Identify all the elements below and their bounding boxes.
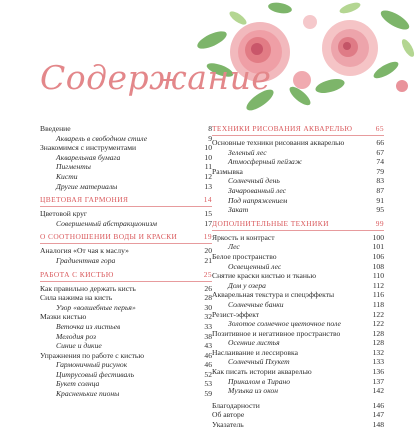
toc-left-column [40, 124, 212, 399]
toc-entry[interactable]: Дом у озера 112 [228, 280, 384, 290]
toc-entry[interactable]: Под напряжением 91 [228, 195, 384, 205]
toc-entry[interactable]: Солнечный Пхукет 133 [228, 357, 384, 367]
toc-entry[interactable]: Белое пространство 106 [212, 251, 384, 261]
toc-entry[interactable]: Сила нажима на кисть 28 [40, 293, 212, 303]
toc-entry[interactable]: Упражнения по работе с кистью 46 [40, 350, 212, 360]
toc-entry[interactable]: Атмосферный пейзаж 74 [228, 157, 384, 167]
toc-entry[interactable]: Об авторе 147 [212, 410, 384, 420]
toc-entry[interactable]: Осенние листья 128 [228, 338, 384, 348]
toc-entry[interactable]: Аналогия «От чая к маслу» 20 [40, 246, 212, 256]
toc-entry[interactable]: Как правильно держать кисть 26 [40, 283, 212, 293]
toc-entry[interactable]: Зачарованный лес 87 [228, 185, 384, 195]
toc-entry[interactable]: Акварельная текстура и спецэффекты 116 [212, 290, 384, 300]
toc-entry[interactable]: Букет солнца 53 [56, 379, 212, 389]
toc-entry[interactable]: Как писать истории акварелью 136 [212, 367, 384, 377]
toc-right-column [212, 124, 384, 430]
toc-entry[interactable]: Лес 101 [228, 242, 384, 252]
toc-entry[interactable]: Основные техники рисования акварелью 66 [212, 138, 384, 147]
toc-entry[interactable]: Солнечный день 83 [228, 176, 384, 186]
toc-entry[interactable]: Совершенный абстракционизм 17 [56, 218, 212, 228]
toc-entry[interactable]: Цитрусовый фестиваль 52 [56, 369, 212, 379]
toc-entry[interactable]: Золотое солнечное цветочное поле 122 [228, 319, 384, 329]
toc-entry[interactable]: Гармоничный рисунок 46 [56, 360, 212, 370]
toc-entry[interactable]: Красненькие пионы 59 [56, 389, 212, 399]
toc-entry[interactable]: Наслаивание и лессировка 132 [212, 347, 384, 357]
toc-entry[interactable]: Закат 95 [228, 205, 384, 215]
toc-entry[interactable]: Солнечные банки 118 [228, 299, 384, 309]
toc-entry[interactable]: Акварель в свободном стиле 9 [56, 133, 212, 143]
toc-entry[interactable]: Синие и дикие 43 [56, 341, 212, 351]
toc-entry[interactable]: Цветовой круг 15 [40, 209, 212, 219]
toc-entry[interactable]: Веточка из листьев 33 [56, 321, 212, 331]
section-heading[interactable]: ДОПОЛНИТЕЛЬНЫЕ ТЕХНИКИ 99 [212, 219, 384, 231]
toc-entry[interactable]: Указатель 148 [212, 420, 384, 430]
toc-entry[interactable]: Знакомимся с инструментами 10 [40, 143, 212, 153]
toc-entry[interactable]: Узор «волшебные перья» 30 [56, 302, 212, 312]
section-heading[interactable]: ТЕХНИКИ РИСОВАНИЯ АКВАРЕЛЬЮ 65 [212, 124, 384, 136]
toc-entry[interactable]: Снятие краски кистью и тканью 110 [212, 271, 384, 281]
toc-entry[interactable]: Музыка из окон 142 [228, 386, 384, 396]
page-title: Содержание [40, 58, 272, 97]
toc-entry[interactable]: Яркость и контраст 100 [212, 232, 384, 242]
toc-entry[interactable]: Позитивное и негативное пространство 128 [212, 328, 384, 338]
toc-entry[interactable]: Резист-эффект 122 [212, 309, 384, 319]
toc-entry[interactable]: Кисти 12 [56, 171, 212, 181]
toc-entry[interactable]: Размывка 79 [212, 166, 384, 176]
toc-entry[interactable]: Мазки кистью 32 [40, 312, 212, 322]
toc-entry[interactable]: Прикалом в Тирано 137 [228, 376, 384, 386]
toc-entry[interactable]: Благодарности 146 [212, 400, 384, 410]
toc-entry[interactable]: Зеленый лес 67 [228, 147, 384, 157]
toc-entry[interactable]: Освещенный лес 108 [228, 261, 384, 271]
toc-entry[interactable]: Другие материалы 13 [56, 181, 212, 191]
section-heading[interactable]: О СООТНОШЕНИИ ВОДЫ И КРАСКИ 19 [40, 232, 212, 244]
toc-entry[interactable]: Введение 8 [40, 124, 212, 133]
section-heading[interactable]: ЦВЕТОВАЯ ГАРМОНИЯ 14 [40, 195, 212, 207]
toc-entry[interactable]: Пигменты 11 [56, 162, 212, 172]
section-heading[interactable]: РАБОТА С КИСТЬЮ 25 [40, 270, 212, 282]
toc-entry[interactable]: Градиентная гора 21 [56, 255, 212, 265]
toc-entry[interactable]: Мелодия роз 38 [56, 331, 212, 341]
toc-entry[interactable]: Акварельная бумага 10 [56, 152, 212, 162]
